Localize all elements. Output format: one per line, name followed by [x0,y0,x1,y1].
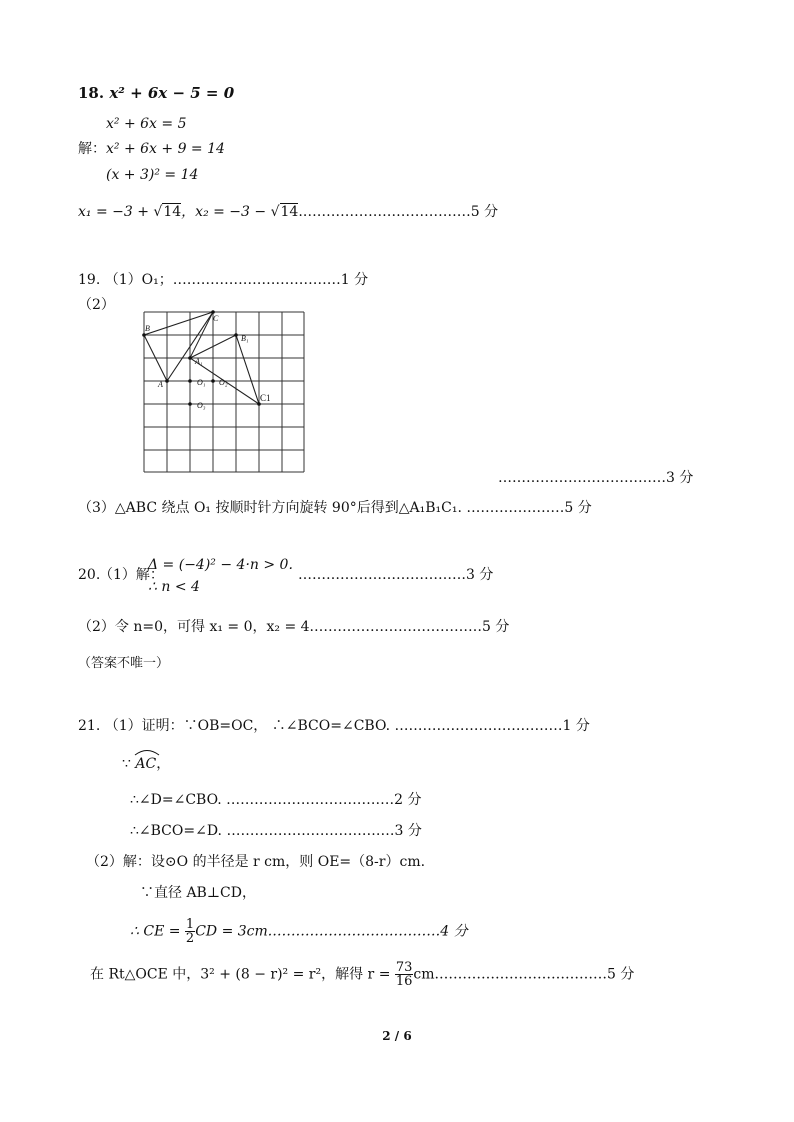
q21-cd: CD = 3cm.………………………………4 分 [195,923,468,940]
fraction-half-num: 1 [185,917,195,932]
q21-line1-text: （1）证明：∵OB=OC， ∴∠BCO=∠CBO. ………………………………1 分 [104,718,590,734]
q21-ce: ∴ CE = [130,923,185,940]
q18-step2: x² + 6x + 9 = 14 [106,141,225,157]
q20-part1-label: （1）解： [99,567,164,583]
rotation-grid-figure [140,308,308,476]
q20-delta: Δ = (−4)² − 4·n > 0. [148,557,293,573]
label-a: A [158,380,163,389]
q21-line7 [130,918,468,945]
label-o3: O₃ [197,401,206,410]
q21-line5: （2）解：设⊙O 的半径是 r cm，则 OE=（8-r）cm. [86,854,426,870]
triangle-a1b1c1 [190,335,259,404]
q19-number: 19. [78,272,101,288]
fraction-r [395,961,414,988]
q19-part2-score: ………………………………3 分 [498,470,694,486]
q18-root2-sqrt: 14 [280,204,299,220]
q21-line2 [122,755,170,773]
q19-part1 [78,271,368,289]
q19-part1-text: （1）O₁；………………………………1 分 [104,272,369,288]
q21-equation: 在 Rt△OCE 中，3² + (8 − r)² = r²，解得 r = [90,966,395,983]
q19-part2-label: （2） [78,297,115,313]
q21-line6: ∵直径 AB⊥CD， [140,885,256,901]
label-b: B [145,324,150,333]
label-c: C [213,314,219,323]
fraction-r-num: 73 [395,960,413,975]
q20-note: （答案不唯一） [78,656,170,671]
q18-score: .………………………………5 分 [298,204,499,220]
arc-ac-label: AC [135,756,157,772]
q21-line8 [90,961,634,988]
q18-step2-line [78,140,225,158]
label-o1: O₁ [197,378,206,387]
q21-line2-tail: ， [156,756,171,772]
label-o2: O₂ [219,378,228,387]
q18-root1-sqrt: 14 [163,204,182,220]
fraction-r-den: 16 [395,974,413,989]
arc-mark-icon [134,748,160,756]
label-c1: C1 [260,393,271,403]
q18-jie: 解： [78,141,106,157]
page-number: 2 / 6 [382,1029,412,1043]
q18-root2: ，x₂ = −3 − [181,204,271,220]
triangle-abc [144,312,213,381]
q21-line3: ∴∠D=∠CBO. ………………………………2 分 [130,792,422,808]
q18-number: 18. [78,84,105,102]
q21-line1 [78,717,590,735]
fraction-half-den: 2 [185,931,195,946]
arc-ac [135,755,156,773]
label-a1: A₁ [195,357,203,366]
q18-roots: x₁ = −3 + √14，x₂ = −3 − √14.………………………………5 分 [78,204,499,220]
q19-part3: （3）△ABC 绕点 O₁ 按顺时针方向旋转 90°后得到△A₁B₁C₁. …………………5 分 [78,500,592,516]
q18-header [78,84,234,102]
q18-equation: x² + 6x − 5 = 0 [109,84,235,102]
grid-lines [144,312,304,472]
q20-part2: （2）令 n=0，可得 x₁ = 0，x₂ = 4.………………………………5 分 [78,619,510,635]
q18-root1: x₁ = −3 + [78,204,154,220]
q21-number: 21. [78,718,101,734]
q21-line4: ∴∠BCO=∠D. ………………………………3 分 [130,823,422,839]
q21-because: ∵ [122,756,136,772]
q20-part1-score: ………………………………3 分 [298,567,494,583]
q18-step1: x² + 6x = 5 [106,116,187,132]
q18-step3: (x + 3)² = 14 [106,167,199,183]
q21-score: cm.………………………………5 分 [413,966,635,983]
q20-number: 20. [78,567,101,583]
fraction-half [185,918,195,945]
label-b1: B₁ [241,334,249,343]
q20-therefore: ∴ n < 4 [148,579,200,595]
